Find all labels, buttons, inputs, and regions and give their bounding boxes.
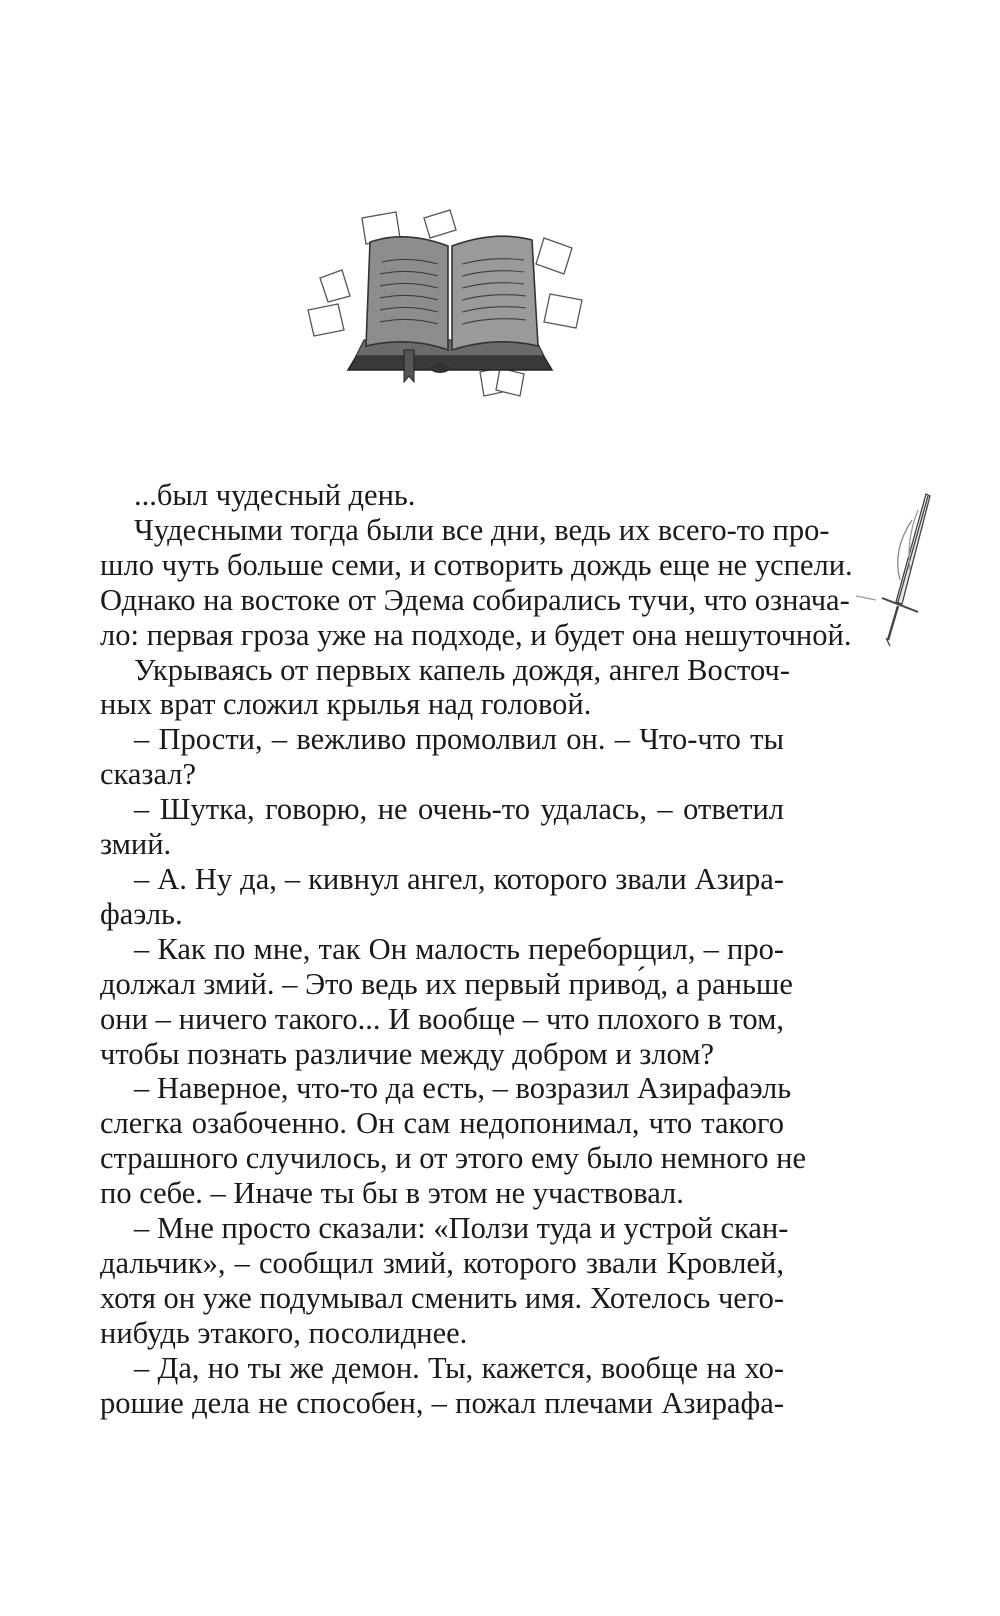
text-line: Однако на востоке от Эдема собирались тучи, что означа- — [100, 582, 850, 617]
text-line: – Шутка, говорю, не очень-то удалась, – ответил — [134, 792, 784, 827]
body-text — [100, 478, 853, 1420]
text-line: страшного случилось, и от этого ему было немного не — [100, 1141, 806, 1176]
text-line: хотя он уже подумывал сменить имя. Хотелось чего- — [100, 1280, 784, 1315]
text-line: должал змий. – Это ведь их первый приво́д, а раньше — [100, 966, 793, 1001]
text-line: – Да, но ты же демон. Ты, кажется, вообще на хо- — [134, 1350, 784, 1385]
text-line: по себе. – Иначе ты бы в этом не участвовал. — [100, 1176, 684, 1211]
text-line: – Прости, – вежливо промолвил он. – Что-что ты — [134, 722, 784, 757]
text-line: – Как по мне, так Он малость переборщил, – про- — [134, 931, 784, 966]
text-line: ло: первая гроза уже на подходе, и будет она нешуточной. — [100, 617, 852, 652]
text-line: – Мне просто сказали: «Ползи туда и устрой скан- — [134, 1211, 789, 1246]
text-line: ...был чудесный день. — [134, 478, 416, 512]
text-line: чтобы познать различие между добром и злом? — [100, 1036, 715, 1071]
text-line: нибудь этакого, посолиднее. — [100, 1315, 468, 1350]
text-line: они – ничего такого... И вообще – что плохого в том, — [100, 1001, 784, 1036]
text-line: сказал? — [100, 757, 197, 792]
text-line: рошие дела не способен, – пожал плечами Азирафа- — [100, 1385, 784, 1420]
open-book-with-papers-icon — [300, 200, 600, 420]
text-line: дальчик», – сообщил змий, которого звали Кровлей, — [100, 1245, 784, 1280]
text-line: – Наверное, что-то да есть, – возразил Азирафаэль — [134, 1071, 792, 1106]
text-line: фаэль. — [100, 896, 183, 931]
text-line: шло чуть больше семи, и сотворить дождь еще не успели. — [100, 547, 853, 582]
text-line: Чудесными тогда были все дни, ведь их всего-то про- — [134, 512, 830, 547]
text-line: ных врат сложил крылья над головой. — [100, 687, 592, 722]
text-line: Укрываясь от первых капель дождя, ангел Восточ- — [134, 652, 790, 687]
text-line: слегка озабоченно. Он сам недопонимал, что такого — [100, 1106, 784, 1141]
sword-icon — [852, 490, 942, 660]
text-line: змий. — [100, 827, 172, 862]
text-line: – А. Ну да, – кивнул ангел, которого звали Азира- — [134, 861, 784, 896]
